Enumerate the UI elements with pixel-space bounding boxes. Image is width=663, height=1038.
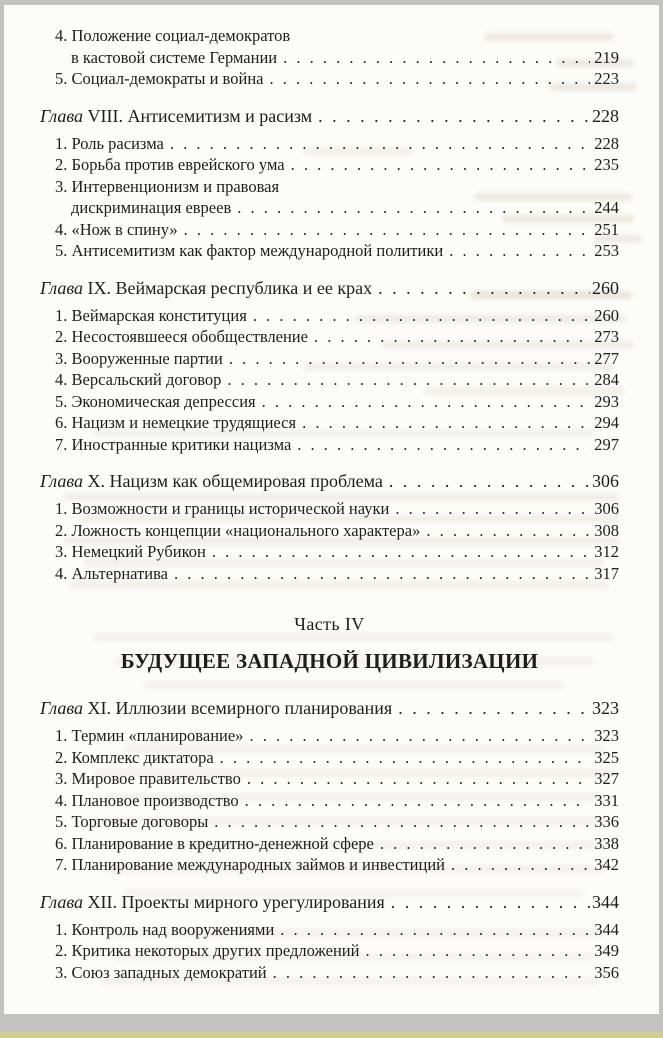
toc-chapter-entry (40, 696, 619, 720)
dot-leader (269, 68, 590, 90)
toc-entry-leader-line (55, 326, 619, 348)
toc-item-entry (40, 520, 619, 542)
toc-entry-leader-line (55, 305, 619, 327)
toc-entry-label: 5. Социал-демократы и война (55, 69, 264, 88)
toc-entry-label: Глава VIII. Антисемитизм и расизм (40, 105, 313, 126)
toc-entries-top (40, 25, 619, 584)
toc-entry-leader-line (55, 68, 619, 90)
dot-leader (212, 541, 590, 563)
page-number: 356 (594, 962, 619, 982)
chapter-word: Глава (40, 698, 84, 718)
toc-entry-label: Глава XII. Проекты мирного урегулирования (40, 891, 385, 912)
dot-leader (297, 434, 590, 456)
page-number: 293 (594, 391, 619, 411)
toc-entry-label: 1. Термин «планирование» (55, 726, 244, 745)
page-number: 223 (594, 69, 619, 88)
toc-entry-leader-line (55, 919, 619, 941)
toc-entry-label: 3. Союз западных демократий (55, 962, 267, 982)
dot-leader (249, 725, 590, 747)
toc-entry-leader-line (55, 348, 619, 370)
dot-leader (229, 348, 590, 370)
dot-leader (184, 219, 590, 241)
toc-item-entry (40, 962, 619, 984)
page-number: 308 (594, 520, 619, 540)
toc-entry-leader-line (55, 434, 619, 456)
toc-item-entry (40, 790, 619, 812)
toc-entry-label: 6. Планирование в кредитно-денежной сфере (55, 833, 374, 853)
dot-leader (253, 305, 590, 327)
page-number: 327 (594, 769, 619, 788)
page-number: 323 (594, 726, 619, 745)
toc-entry-leader-line (55, 391, 619, 413)
toc-item-entry (40, 434, 619, 456)
toc-entry-label: Глава IX. Веймарская республика и ее крах (40, 277, 373, 298)
dot-leader (391, 890, 590, 914)
dot-leader (245, 790, 590, 812)
toc-item-entry (40, 811, 619, 833)
dot-leader (280, 919, 590, 941)
toc-entry-leader-line (55, 854, 619, 876)
toc-entry-label: 4. «Нож в спину» (55, 219, 178, 239)
toc-item-entry (40, 919, 619, 941)
page-number: 253 (594, 241, 619, 260)
page-number: 273 (594, 327, 619, 346)
page-number: 244 (594, 198, 619, 217)
page-number: 297 (594, 434, 619, 454)
toc-entry-leader-line (55, 768, 619, 790)
toc-item-entry (40, 219, 619, 241)
toc-entry-label: 5. Антисемитизм как фактор международной политики (55, 241, 444, 260)
page (4, 5, 659, 1014)
part-heading (40, 614, 619, 674)
toc-item-entry (40, 305, 619, 327)
toc-item-entry (40, 326, 619, 348)
page-number: 228 (594, 133, 619, 153)
toc-item-entry (40, 133, 619, 155)
toc-item-entry (40, 833, 619, 855)
scan-bottom-edge (0, 1032, 663, 1038)
dot-leader (398, 696, 590, 720)
toc-entry-leader-line (55, 369, 619, 391)
part-label: Часть IV (294, 614, 365, 634)
toc-chapter-entry (40, 104, 619, 128)
toc-entry-label: 3. Вооруженные партии (55, 348, 223, 368)
toc-entry-label: 2. Комплекс диктатора (55, 747, 214, 767)
toc-entry-label: 2. Критика некоторых других предложений (55, 941, 360, 960)
dot-leader (380, 833, 590, 855)
page-number: 338 (594, 833, 619, 853)
toc-chapter-entry (40, 890, 619, 914)
toc-entry-label: 3. Немецкий Рубикон (55, 542, 206, 561)
toc-entry-leader-line (55, 940, 619, 962)
page-number: 342 (594, 855, 619, 874)
toc-entry-leader-line (55, 962, 619, 984)
dot-leader (389, 469, 590, 493)
dot-leader (237, 197, 590, 219)
page-number: 312 (594, 542, 619, 561)
page-number: 336 (594, 812, 619, 831)
toc-entry-label: 1. Возможности и границы исторической науки (55, 499, 390, 518)
toc-item-entry (40, 68, 619, 90)
page-number: 219 (594, 47, 619, 67)
toc-entry-leader-line (40, 890, 619, 914)
dot-leader (174, 563, 590, 585)
dot-leader (302, 412, 590, 434)
dot-leader (426, 520, 590, 542)
toc-item-entry (40, 768, 619, 790)
page-number: 228 (592, 105, 619, 126)
dot-leader (318, 104, 590, 128)
toc-entry-label: 1. Контроль над вооружениями (55, 919, 275, 939)
toc-chapter-entry (40, 276, 619, 300)
toc-item-entry (40, 412, 619, 434)
page-number: 260 (592, 277, 619, 298)
chapter-word: Глава (40, 277, 84, 298)
toc-entry-label: 5. Торговые договоры (55, 812, 209, 831)
dot-leader (449, 240, 590, 262)
toc-entry-leader-line (55, 747, 619, 769)
dot-leader (220, 747, 590, 769)
toc-item-entry (40, 563, 619, 585)
toc-item-entry (40, 725, 619, 747)
toc-item-entry (40, 176, 619, 219)
toc-entry-label: 2. Борьба против еврейского ума (55, 155, 285, 174)
dot-leader (365, 940, 590, 962)
toc-entry-line: 3. Интервенционизм и правовая (55, 176, 280, 196)
toc-entry-label: 3. Мировое правительство (55, 769, 241, 788)
toc-content (40, 25, 619, 983)
toc-entry-leader-line (55, 790, 619, 812)
toc-entry-label: 4. Плановое производство (55, 790, 239, 810)
page-number: 235 (594, 155, 619, 174)
toc-item-entry (40, 154, 619, 176)
page-number: 317 (594, 563, 619, 583)
toc-entry-leader-line (55, 725, 619, 747)
toc-entry-leader-line (55, 563, 619, 585)
toc-entry-leader-line (55, 197, 619, 219)
toc-entry-leader-line (55, 498, 619, 520)
toc-entry-leader-line (55, 520, 619, 542)
dot-leader (395, 498, 590, 520)
chapter-word: Глава (40, 105, 84, 126)
toc-entry-label: в кастовой системе Германии (71, 47, 278, 67)
toc-entry-label: дискриминация евреев (71, 198, 232, 217)
toc-entry-label: 1. Веймарская конституция (55, 305, 247, 325)
page-number: 331 (594, 790, 619, 810)
toc-entry-leader-line (55, 412, 619, 434)
toc-entry-label: 6. Нацизм и немецкие трудящиеся (55, 413, 297, 432)
dot-leader (170, 133, 590, 155)
toc-item-entry (40, 391, 619, 413)
toc-entry-label: 7. Иностранные критики нацизма (55, 434, 292, 454)
page-number: 306 (594, 499, 619, 518)
page-number: 349 (594, 941, 619, 960)
toc-entry-label: 1. Роль расизма (55, 133, 164, 153)
toc-entry-leader-line (55, 133, 619, 155)
page-number: 325 (594, 747, 619, 767)
toc-item-entry (40, 25, 619, 68)
toc-entry-leader-line (40, 104, 619, 128)
toc-entry-leader-line (55, 811, 619, 833)
dot-leader (314, 326, 590, 348)
toc-entry-label: 4. Альтернатива (55, 563, 168, 583)
toc-item-entry (40, 369, 619, 391)
toc-entry-leader-line (55, 219, 619, 241)
dot-leader (273, 962, 590, 984)
page-number: 284 (594, 370, 619, 389)
toc-entry-line: 4. Положение социал-демократов (55, 26, 291, 45)
dot-leader (214, 811, 590, 833)
toc-item-entry (40, 541, 619, 563)
toc-chapter-entry (40, 469, 619, 493)
dot-leader (378, 276, 590, 300)
page-number: 294 (594, 413, 619, 432)
toc-entry-leader-line (55, 240, 619, 262)
toc-entry-label: Глава X. Нацизм как общемировая проблема (40, 471, 383, 491)
dot-leader (283, 47, 590, 69)
dot-leader (262, 391, 590, 413)
page-number: 323 (592, 698, 619, 718)
toc-entry-label: 7. Планирование международных займов и инвестиций (55, 855, 445, 874)
page-number: 277 (594, 348, 619, 368)
toc-entries-bottom (40, 696, 619, 983)
page-number: 306 (592, 471, 619, 491)
toc-entry-label: 2. Ложность концепции «национального характера» (55, 520, 421, 540)
page-number: 260 (594, 305, 619, 325)
toc-item-entry (40, 747, 619, 769)
toc-entry-leader-line (40, 696, 619, 720)
dot-leader (247, 768, 590, 790)
toc-entry-label: Глава XI. Иллюзии всемирного планирования (40, 698, 393, 718)
page-number: 251 (594, 219, 619, 239)
dot-leader (291, 154, 590, 176)
toc-entry-leader-line (55, 154, 619, 176)
toc-item-entry (40, 348, 619, 370)
toc-item-entry (40, 498, 619, 520)
chapter-word: Глава (40, 471, 84, 491)
toc-entry-leader-line (40, 276, 619, 300)
toc-entry-label: 4. Версальский договор (55, 370, 222, 389)
toc-item-entry (40, 854, 619, 876)
toc-item-entry (40, 240, 619, 262)
toc-entry-leader-line (40, 469, 619, 493)
toc-entry-leader-line (55, 833, 619, 855)
part-title: БУДУЩЕЕ ЗАПАДНОЙ ЦИВИЛИЗАЦИИ (120, 649, 539, 673)
toc-entry-leader-line (55, 47, 619, 69)
dot-leader (451, 854, 590, 876)
toc-entry-label: 2. Несостоявшееся обобществление (55, 327, 308, 346)
chapter-word: Глава (40, 891, 84, 912)
toc-entry-leader-line (55, 541, 619, 563)
dot-leader (227, 369, 590, 391)
page-number: 344 (592, 891, 619, 912)
page-number: 344 (594, 919, 619, 939)
toc-entry-label: 5. Экономическая депрессия (55, 391, 256, 411)
toc-item-entry (40, 940, 619, 962)
